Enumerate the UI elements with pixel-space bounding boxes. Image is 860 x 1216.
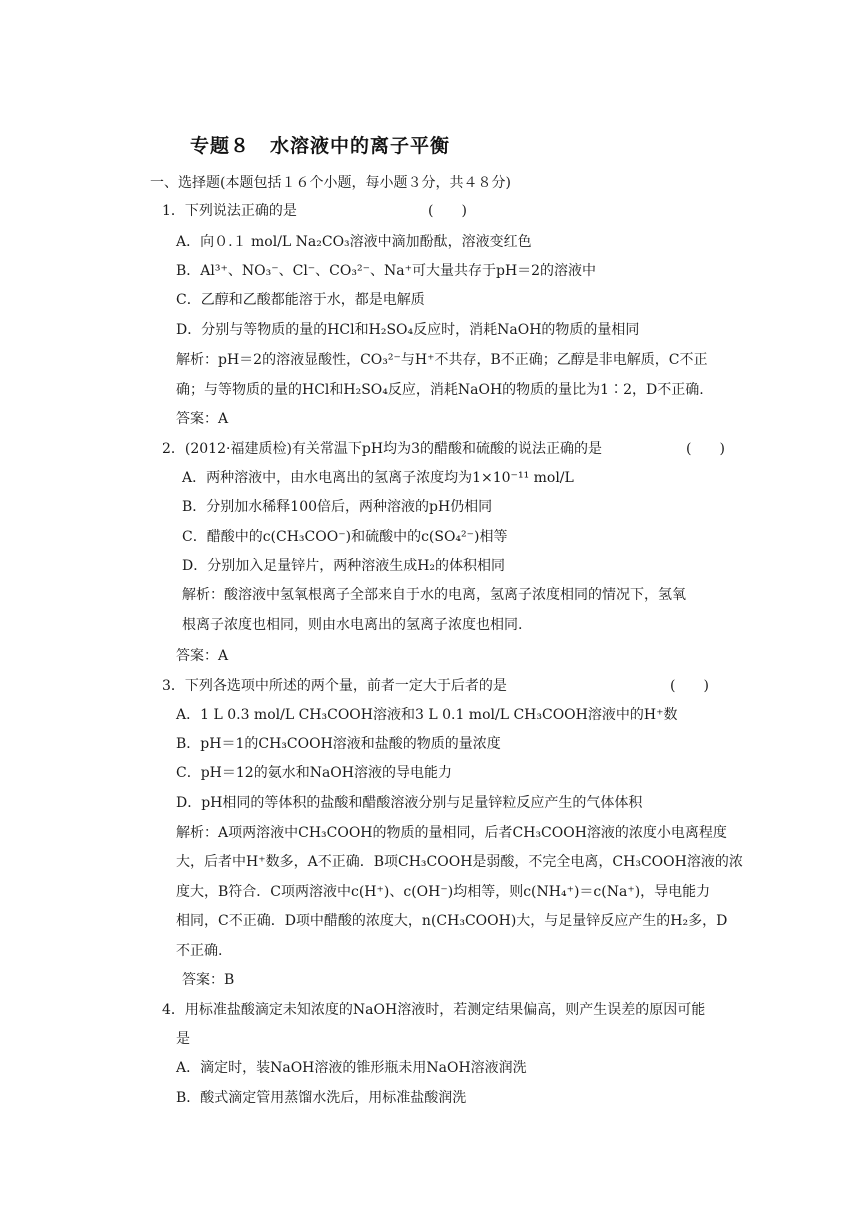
q2-option-c: C．醋酸中的c(CH₃COO⁻)和硫酸中的c(SO₄²⁻)相等 — [182, 529, 508, 545]
q1-answer: 答案：A — [176, 411, 229, 427]
q2-option-d: D．分别加入足量锌片，两种溶液生成H₂的体积相同 — [182, 558, 506, 574]
q1-option-d: D．分别与等物质的量的HCl和H₂SO₄反应时，消耗NaOH的物质的量相同 — [176, 322, 640, 338]
q2-stem: 2．(2012·福建质检)有关常温下pH均为3的醋酸和硫酸的说法正确的是 — [162, 441, 602, 457]
q4-option-a: A．滴定时，装NaOH溶液的锥形瓶未用NaOH溶液润洗 — [176, 1060, 527, 1076]
q1-option-b: B．Al³⁺、NO₃⁻、Cl⁻、CO₃²⁻、Na⁺可大量共存于pH＝2的溶液中 — [176, 263, 597, 279]
q3-option-c: C．pH＝12的氨水和NaOH溶液的导电能力 — [176, 765, 452, 781]
q3-option-b: B．pH＝1的CH₃COOH溶液和盐酸的物质的量浓度 — [176, 736, 501, 752]
q1-explanation-line2: 确；与等物质的量的HCl和H₂SO₄反应，消耗NaOH的物质的量比为1∶2，D不正确. — [176, 382, 704, 398]
q2-explanation-line1: 解析：酸溶液中氢氧根离子全部来自于水的电离，氢离子浓度相同的情况下，氢氧 — [182, 587, 686, 603]
page-title: 专题８ 水溶液中的离子平衡 — [190, 135, 451, 157]
q1-option-a: A．向０.１ mol/L Na₂CO₃溶液中滴加酚酞，溶液变红色 — [176, 234, 532, 250]
q3-explanation-line2: 大，后者中H⁺数多，A不正确．B项CH₃COOH是弱酸，不完全电离，CH₃COOH溶液的浓 — [176, 854, 743, 870]
q4-stem-line2: 是 — [176, 1031, 190, 1047]
q3-explanation-line3: 度大，B符合．C项两溶液中c(H⁺)、c(OH⁻)均相等，则c(NH₄⁺)＝c(Na⁺)，导电能力 — [176, 884, 711, 900]
q3-answer: 答案：B — [182, 972, 235, 988]
q2-explanation-line2: 根离子浓度也相同，则由水电离出的氢离子浓度也相同. — [182, 617, 523, 633]
q3-answer-blank: ( ) — [670, 678, 709, 694]
q3-stem: 3．下列各选项中所述的两个量，前者一定大于后者的是 — [162, 678, 507, 694]
q1-answer-blank: ( ) — [428, 203, 467, 219]
section-heading: 一、选择题(本题包括１６个小题，每小题３分，共４８分) — [150, 175, 511, 191]
q1-stem: 1．下列说法正确的是 — [162, 203, 297, 219]
q2-answer-blank: ( ) — [686, 441, 725, 457]
q3-explanation-line4: 相同，C不正确．D项中醋酸的浓度大，n(CH₃COOH)大，与足量锌反应产生的H₂多，D — [176, 913, 728, 929]
q3-option-a: A．1 L 0.3 mol/L CH₃COOH溶液和3 L 0.1 mol/L CH₃COOH溶液中的H⁺数 — [176, 707, 678, 723]
q3-explanation-line1: 解析：A项两溶液中CH₃COOH的物质的量相同，后者CH₃COOH溶液的浓度小电离程度 — [176, 825, 727, 841]
q2-answer: 答案：A — [176, 648, 229, 664]
q2-option-a: A．两种溶液中，由水电离出的氢离子浓度均为1×10⁻¹¹ mol/L — [182, 470, 574, 486]
q3-explanation-line5: 不正确. — [176, 943, 223, 959]
q3-option-d: D．pH相同的等体积的盐酸和醋酸溶液分别与足量锌粒反应产生的气体体积 — [176, 795, 643, 811]
q1-option-c: C．乙醇和乙酸都能溶于水，都是电解质 — [176, 292, 425, 308]
q4-option-b: B．酸式滴定管用蒸馏水洗后，用标准盐酸润洗 — [176, 1090, 467, 1106]
q2-option-b: B．分别加水稀释100倍后，两种溶液的pH仍相同 — [182, 499, 493, 515]
q4-stem-line1: 4．用标准盐酸滴定未知浓度的NaOH溶液时，若测定结果偏高，则产生误差的原因可能 — [162, 1002, 706, 1018]
q1-explanation-line1: 解析：pH＝2的溶液显酸性，CO₃²⁻与H⁺不共存，B不正确；乙醇是非电解质，C不正 — [176, 352, 708, 368]
